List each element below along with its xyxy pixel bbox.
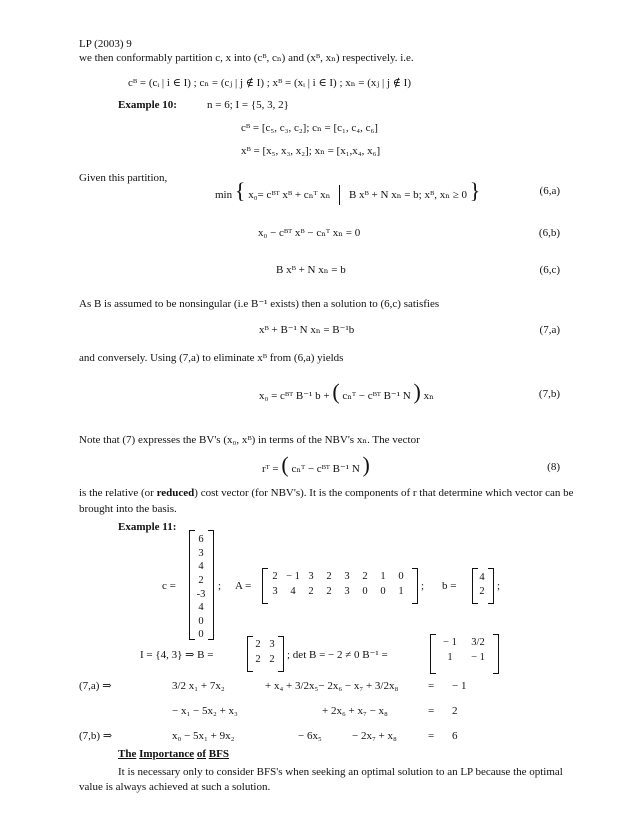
matrix-entry: 0	[380, 586, 386, 597]
matrix-entry: 2	[362, 571, 368, 582]
heading-word: Importance	[139, 748, 195, 760]
matrix-entry: 2	[255, 654, 261, 665]
matrix-entry: 2	[326, 571, 332, 582]
heading-word: of	[196, 748, 207, 760]
equation-number-8: (8)	[547, 461, 560, 473]
b-vector	[476, 571, 488, 598]
running-title: LP (2003) 9	[79, 38, 132, 50]
reduced-term: reduced	[156, 487, 195, 499]
bfs-paragraph-line-2: value is always achieved at such a solution.	[79, 781, 271, 793]
system-row2-rhs: 2	[452, 705, 458, 717]
intro-line: we then conformably partition c, x into (cᴮ, cₙ) and (xᴮ, xₙ) respectively. i.e.	[79, 52, 414, 64]
system-row1-a: 3/2 x₁ + 7x₂	[172, 680, 225, 692]
eq8-left: rᵀ =	[262, 463, 279, 475]
matrix-entry: 2	[255, 639, 261, 650]
relative-cost-line	[79, 487, 574, 500]
c-vector-label: c =	[162, 580, 176, 592]
matrix-entry: 3	[344, 586, 350, 597]
equation-7b	[259, 381, 434, 403]
matrix-entry: − 1	[471, 652, 485, 663]
example-10-label: Example 10:	[118, 99, 177, 111]
B-right-bracket	[278, 636, 284, 672]
system-row1-eq: =	[428, 680, 435, 692]
heading-word: The	[118, 748, 137, 760]
nonsingular-line: As B is assumed to be nonsingular (i.e B⁻¹ exists) then a solution to (6,c) satisfies	[79, 298, 440, 310]
example-10-x-partition: xᴮ = [x₅, x₃, x₂]; xₙ = [x₁,x₄, x₆]	[241, 145, 381, 157]
a-matrix-label: A =	[235, 580, 252, 592]
equation-number-6c: (6,c)	[539, 264, 560, 276]
eq7b-left: x₀ = cᴮᵀ B⁻¹ b +	[259, 390, 330, 402]
given-line: Given this partition,	[79, 172, 168, 184]
b-vector-label: b =	[442, 580, 457, 592]
matrix-entry: 3/2	[471, 637, 485, 648]
right-brace: }	[469, 178, 481, 203]
a-matrix	[266, 571, 411, 601]
matrix-entry: 6	[198, 534, 204, 545]
example-10-params: n = 6; I = {5, 3, 2}	[207, 99, 289, 111]
system-row3-rhs: 6	[452, 730, 458, 742]
system-row3-b: − 6x₅	[298, 730, 322, 742]
system-row1-b: + x₄ + 3/2x₅− 2x₆ − x₇ + 3/2x₈	[265, 680, 399, 692]
matrix-entry: 3	[344, 571, 350, 582]
relative-text-a: is the relative (or	[79, 487, 157, 499]
bfs-paragraph-line-1: It is necessary only to consider BFS's when seeking an optimal solution to an LP because the optimal	[118, 766, 563, 778]
matrix-entry: 2	[308, 586, 314, 597]
min-operator: min	[215, 189, 233, 201]
eq8-inner: cₙᵀ − cᴮᵀ B⁻¹ N	[291, 463, 360, 475]
matrix-entry: 3	[269, 639, 275, 650]
matrix-entry: 4	[198, 561, 204, 573]
equation-7a: xᴮ + B⁻¹ N xₙ = B⁻¹b	[259, 324, 355, 336]
left-brace: {	[234, 178, 246, 203]
system-row3-c: − 2x₇ + x₈	[352, 730, 397, 742]
equation-number-7b: (7,b)	[538, 388, 560, 400]
a-right-bracket	[412, 568, 418, 604]
eq7b-right: xₙ	[423, 390, 434, 402]
B-matrix	[251, 639, 279, 669]
system-row1-label: (7,a) ⇒	[79, 680, 112, 692]
system-row2-eq: =	[428, 705, 435, 717]
equation-8	[262, 454, 370, 476]
b-right-bracket	[488, 568, 494, 604]
eq7b-inner: cₙᵀ − cᴮᵀ B⁻¹ N	[342, 390, 411, 402]
matrix-entry: − 1	[443, 637, 457, 648]
matrix-entry: 2	[326, 586, 332, 597]
matrix-entry: 3	[198, 547, 204, 559]
matrix-entry: 1	[380, 571, 386, 582]
system-row3-label: (7,b) ⇒	[79, 730, 113, 742]
equation-6b: x₀ − cᴮᵀ xᴮ − cₙᵀ xₙ = 0	[258, 227, 361, 239]
semicolon: ;	[421, 580, 425, 592]
matrix-entry: 3	[272, 586, 278, 597]
left-paren: (	[332, 379, 340, 404]
left-paren: (	[281, 452, 289, 477]
c-vector	[194, 533, 208, 642]
matrix-entry: 2	[269, 654, 275, 665]
example-11-label: Example 11:	[118, 521, 177, 533]
equation-6a	[215, 180, 480, 205]
right-paren: )	[413, 379, 421, 404]
system-row3-eq: =	[428, 730, 435, 742]
determinant-line: ; det B = − 2 ≠ 0 B⁻¹ =	[287, 649, 388, 661]
objective: x₀= cᴮᵀ xᴮ + cₙᵀ xₙ	[248, 189, 331, 201]
matrix-entry: 2	[272, 571, 278, 582]
matrix-entry: 0	[362, 586, 368, 597]
relative-cost-line-2: brought into the basis.	[79, 503, 177, 515]
constraints: B xᴮ + N xₙ = b; xᴮ, xₙ ≥ 0	[348, 189, 468, 201]
matrix-entry: -3	[196, 588, 206, 600]
matrix-entry: 4	[198, 602, 204, 614]
bfs-heading	[118, 748, 229, 761]
B-inverse-matrix	[436, 637, 492, 671]
note-line: Note that (7) expresses the BV's (x₀, xᴮ) in terms of the NBV's xₙ. The vector	[79, 434, 420, 446]
matrix-entry: 4	[479, 572, 485, 583]
system-row3-a: x₀ − 5x₁ + 9x₂	[172, 730, 235, 742]
relative-text-c: ) cost vector (for NBV's). It is the components of r that determine which vector can be	[194, 487, 574, 499]
equation-number-7a: (7,a)	[539, 324, 560, 336]
matrix-entry: 2	[198, 574, 204, 586]
matrix-entry: 1	[447, 652, 453, 663]
system-row1-rhs: − 1	[452, 680, 467, 692]
matrix-entry: 3	[308, 571, 314, 582]
semicolon: ;	[218, 580, 222, 592]
equation-6c: B xᴮ + N xₙ = b	[276, 264, 346, 276]
partition-definition: cᴮ = (cᵢ | i ∈ I) ; cₙ = (cⱼ | j ∉ I) ; xᴮ = (xᵢ | i ∈ I) ; xₙ = (xⱼ | j ∉ I)	[128, 77, 412, 89]
conversely-line: and conversely. Using (7,a) to eliminate xᴮ from (6,a) yields	[79, 352, 344, 364]
c-right-bracket	[208, 530, 214, 640]
matrix-entry: 0	[198, 615, 204, 627]
system-row2-b: + 2x₆ + x₇ − x₈	[322, 705, 388, 717]
equation-number-6a: (6,a)	[539, 185, 560, 197]
Binv-right-bracket	[493, 634, 499, 674]
equation-number-6b: (6,b)	[538, 227, 560, 239]
matrix-entry: 0	[198, 629, 204, 641]
right-paren: )	[362, 452, 370, 477]
system-row2-a: − x₁ − 5x₂ + x₃	[172, 705, 238, 717]
basis-index-line: I = {4, 3} ⇒ B =	[140, 649, 214, 661]
matrix-entry: − 1	[286, 571, 300, 582]
matrix-entry: 0	[398, 571, 404, 582]
matrix-entry: 2	[479, 585, 485, 597]
example-10-c-partition: cᴮ = [c₅, c₃, c₂]; cₙ = [c₁, c₄, c₆]	[241, 122, 378, 134]
semicolon: ;	[497, 580, 501, 592]
matrix-entry: 4	[290, 586, 296, 597]
such-that-bar	[339, 185, 340, 205]
matrix-entry: 1	[398, 586, 404, 597]
heading-word: BFS	[208, 748, 229, 760]
